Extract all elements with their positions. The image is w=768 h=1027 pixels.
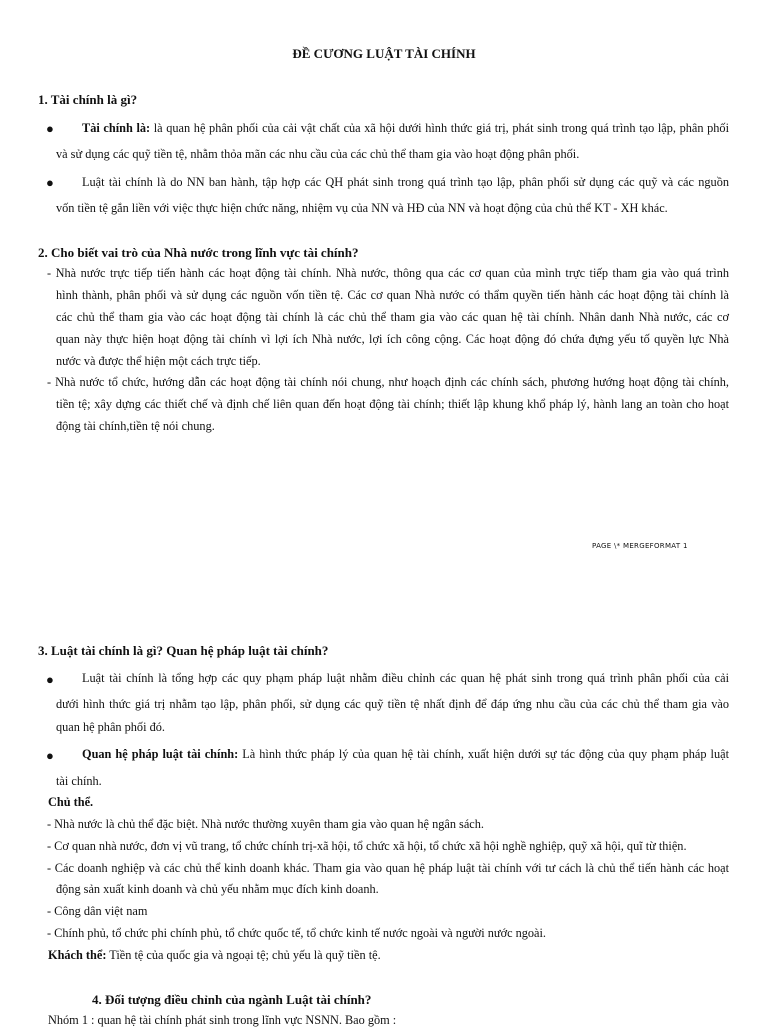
- q2-heading: 2. Cho biết vai trò của Nhà nước trong lĩnh vực tài chính?: [38, 245, 359, 260]
- q3-bullet1-line2: [56, 698, 729, 710]
- q3-bullet1-line2-text: dưới hình thức giá trị nhằm tạo lập, phân phối, sử dụng các quỹ tiền tệ nhất định để đáp ứng nhu cầu của các chủ thể tham gia vào: [56, 697, 729, 711]
- q3-bullet2-text: Là hình thức pháp lý của quan hệ tài chính, xuất hiện dưới sự tác động của quy phạm pháp luật: [238, 747, 729, 761]
- q2-para2-line2: [56, 398, 729, 410]
- subject-item: - Nhà nước là chủ thể đặc biệt. Nhà nước thường xuyên tham gia vào quan hệ ngân sách.: [47, 817, 484, 831]
- q2-para1-line3-text: các chủ thể tham gia vào các hoạt động tài chính là các chủ thể tham gia vào các quan hệ tài chính. Nhân danh Nhà nước, các cơ: [56, 310, 729, 324]
- q2-para2-line1-text: - Nhà nước tổ chức, hướng dẫn các hoạt động tài chính nói chung, như hoạch định các chính sách, phương hướng hoạt động tài chính,: [47, 375, 729, 389]
- subject-label: Chủ thể.: [48, 795, 94, 809]
- q3-bullet1-line1-text: Luật tài chính là tổng hợp các quy phạm pháp luật nhằm điều chỉnh các quan hệ phát sinh trong quá trình phân phối của cải: [82, 671, 729, 685]
- document-title: ĐỀ CƯƠNG LUẬT TÀI CHÍNH: [292, 46, 476, 61]
- q1-bullet1-label: Tài chính là:: [82, 121, 151, 135]
- q1-bullet2-line1: [82, 176, 729, 188]
- q2-para2-line3: động tài chính,tiền tệ nói chung.: [56, 419, 215, 433]
- q3-bullet1-line1: [82, 672, 729, 684]
- q3-bullet2-line2: tài chính.: [56, 774, 102, 788]
- q4-heading: 4. Đối tượng điều chỉnh của ngành Luật tài chính?: [92, 992, 372, 1007]
- subject-item-text: - Các doanh nghiệp và các chủ thể kinh doanh khác. Tham gia vào quan hệ pháp luật tài chính với tư cách là chủ thể tiến hành các hoạt: [47, 861, 729, 875]
- q3-heading: 3. Luật tài chính là gì? Quan hệ pháp luật tài chính?: [38, 643, 329, 658]
- object-line: [48, 949, 381, 961]
- q3-bullet2-line1: [82, 748, 729, 760]
- q3-bullet2-label: Quan hệ pháp luật tài chính:: [82, 747, 239, 761]
- object-text: Tiền tệ của quốc gia và ngoại tệ; chủ yếu là quỹ tiền tệ.: [106, 948, 381, 962]
- q1-bullet2-line2: vốn tiền tệ gắn liền với việc thực hiện chức năng, nhiệm vụ của NN và HĐ của NN và hoạt động của chủ thể KT - XH khác.: [56, 201, 668, 215]
- q1-bullet2-line1-text: Luật tài chính là do NN ban hành, tập hợp các QH phát sinh trong quá trình tạo lập, phân phối sử dụng các quỹ và các nguồn: [82, 175, 729, 189]
- q1-bullet1-line2: và sử dụng các quỹ tiền tệ, nhằm thỏa mãn các nhu cầu của các chủ thể tham gia vào hoạt động phân phối.: [56, 147, 580, 161]
- q2-para1-line3: [56, 311, 729, 323]
- subject-item: [47, 862, 729, 874]
- object-label: Khách thể:: [48, 948, 107, 962]
- subject-item: - Công dân việt nam: [47, 904, 148, 918]
- subject-item: - Cơ quan nhà nước, đơn vị vũ trang, tổ chức chính trị-xã hội, tổ chức xã hội, tổ chức xã hội nghề nghiệp, quỹ xã hội, quĩ từ thiện.: [47, 839, 687, 853]
- bullet-icon: ●: [46, 672, 54, 687]
- q2-para1-line1-text: - Nhà nước trực tiếp tiến hành các hoạt động tài chính. Nhà nước, thông qua các cơ quan của mình trực tiếp tham gia vào quá trình: [47, 266, 729, 280]
- bullet-icon: ●: [46, 121, 54, 136]
- q2-para2-line2-text: tiền tệ; xây dựng các thiết chế và định chế liên quan đến hoạt động tài chính; thiết lập khung khổ pháp lý, hành lang an toàn cho hoạt: [56, 397, 729, 411]
- q2-para1-line1: [47, 267, 729, 279]
- q1-bullet1-line1: [82, 122, 729, 134]
- bullet-icon: ●: [46, 175, 54, 190]
- subject-item: - Chính phủ, tổ chức phi chính phủ, tổ chức quốc tế, tổ chức kinh tế nước ngoài và người nước ngoài.: [47, 926, 547, 940]
- page-footer: PAGE \* MERGEFORMAT 1: [592, 542, 688, 550]
- q2-para1-line4: [56, 333, 729, 345]
- q2-para1-line4-text: quan này thực hiện hoạt động tài chính vì lợi ích Nhà nước, lợi ích công cộng. Các hoạt động đó chứa đựng yếu tố quyền lực Nhà: [56, 332, 729, 346]
- q1-heading: 1. Tài chính là gì?: [38, 92, 138, 107]
- bullet-icon: ●: [46, 748, 54, 763]
- q3-bullet1-line3: quan hệ phân phối đó.: [56, 720, 165, 734]
- q2-para1-line5: nước và được thể hiện một cách trực tiếp.: [56, 354, 261, 368]
- q2-para1-line2-text: hình thành, phân phối và sử dụng các nguồn vốn tiền tệ. Các cơ quan Nhà nước có thẩm quyền tiến hành các hoạt động tài chính là: [56, 288, 729, 302]
- q4-line1: Nhóm 1 : quan hệ tài chính phát sinh trong lĩnh vực NSNN. Bao gồm :: [48, 1013, 397, 1027]
- q2-para2-line1: [47, 376, 729, 388]
- q1-bullet1-text: là quan hệ phân phối của cải vật chất của xã hội dưới hình thức giá trị, phát sinh trong quá trình tạo lập, phân phối: [150, 121, 729, 135]
- subject-item-cont: động sản xuất kinh doanh và chủ yếu nhằm mục đích kinh doanh.: [56, 882, 379, 896]
- q2-para1-line2: [56, 289, 729, 301]
